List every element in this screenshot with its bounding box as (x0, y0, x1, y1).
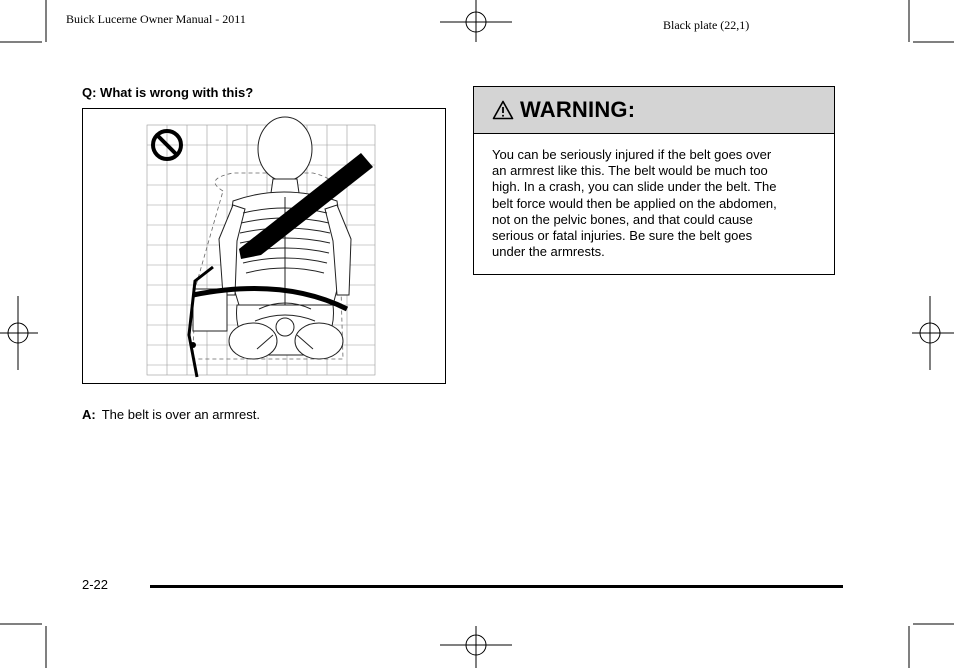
plate-label: Black plate (22,1) (663, 18, 750, 32)
warning-line: under the armrests. (492, 244, 605, 260)
question-text: Q: What is wrong with this? (82, 85, 254, 100)
footer-rule (150, 585, 843, 588)
warning-box (473, 86, 835, 275)
answer-text: The belt is over an armrest. (101, 407, 260, 422)
answer-line (82, 407, 260, 422)
warning-body (474, 134, 834, 260)
seatbelt-figure (82, 108, 446, 384)
warning-triangle-icon (492, 100, 514, 120)
warning-title: WARNING: (520, 97, 636, 122)
warning-line: You can be seriously injured if the belt goes over (492, 147, 772, 162)
page-number: 2-22 (82, 577, 109, 592)
warning-line: high. In a crash, you can slide under the belt. The (492, 179, 777, 195)
answer-label: A: (82, 407, 96, 422)
seatbelt-over-armrest-illustration (83, 109, 445, 383)
manual-title: Buick Lucerne Owner Manual - 2011 (66, 12, 246, 26)
warning-header (474, 87, 834, 134)
warning-line: serious or fatal injuries. Be sure the belt goes (492, 228, 753, 244)
warning-line: belt force would then be applied on the abdomen, (492, 195, 777, 211)
warning-line: an armrest like this. The belt would be much too (492, 163, 768, 179)
warning-line: not on the pelvic bones, and that could cause (492, 211, 753, 227)
